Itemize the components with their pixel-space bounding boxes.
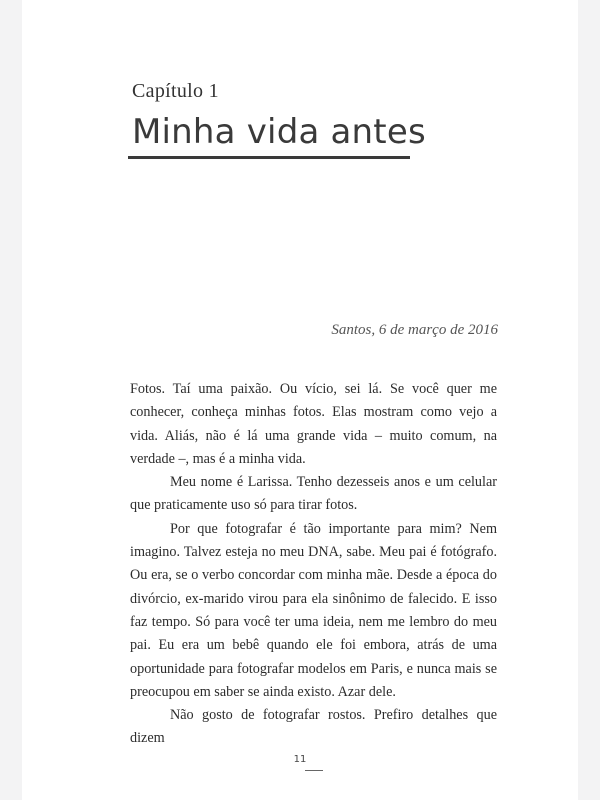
chapter-label: Capítulo 1 <box>132 80 219 102</box>
book-page <box>22 0 578 800</box>
paragraph: Não gosto de fotografar rostos. Prefiro detalhes que dizem <box>130 707 497 747</box>
paragraph: Por que fotografar é tão importante para mim? Nem imagino. Talvez esteja no meu DNA, sabe. Meu pai é fotógrafo. Ou era, se o verbo concordar com minha mãe. Desde a época do divórcio, ex-marido virou para ela sinônimo de falecido. E isso faz tempo. Só para você ter uma ideia, nem me lembro do meu pai. Eu era um bebê quando ele foi embora, atrás de uma oportunidade para fotografar modelos em Paris, e nunca mais se preocupou em saber se ainda existo. Azar dele. <box>130 520 497 700</box>
chapter-title: Minha vida antes <box>132 112 426 152</box>
paragraph: Meu nome é Larissa. Tenho dezesseis anos e um celular que praticamente uso só para tirar fotos. <box>130 474 497 514</box>
dateline: Santos, 6 de março de 2016 <box>331 322 498 338</box>
title-underline <box>128 156 410 159</box>
paragraph: Fotos. Taí uma paixão. Ou vício, sei lá. Se você quer me conhecer, conheça minhas fotos. Elas mostram como vejo a vida. Aliás, não é lá uma grande vida – muito comum, na verdade –, mas é a minha vida. <box>130 381 497 467</box>
page-number: 11 <box>293 754 307 765</box>
page-number-rule <box>305 770 323 771</box>
body-text <box>130 378 497 751</box>
